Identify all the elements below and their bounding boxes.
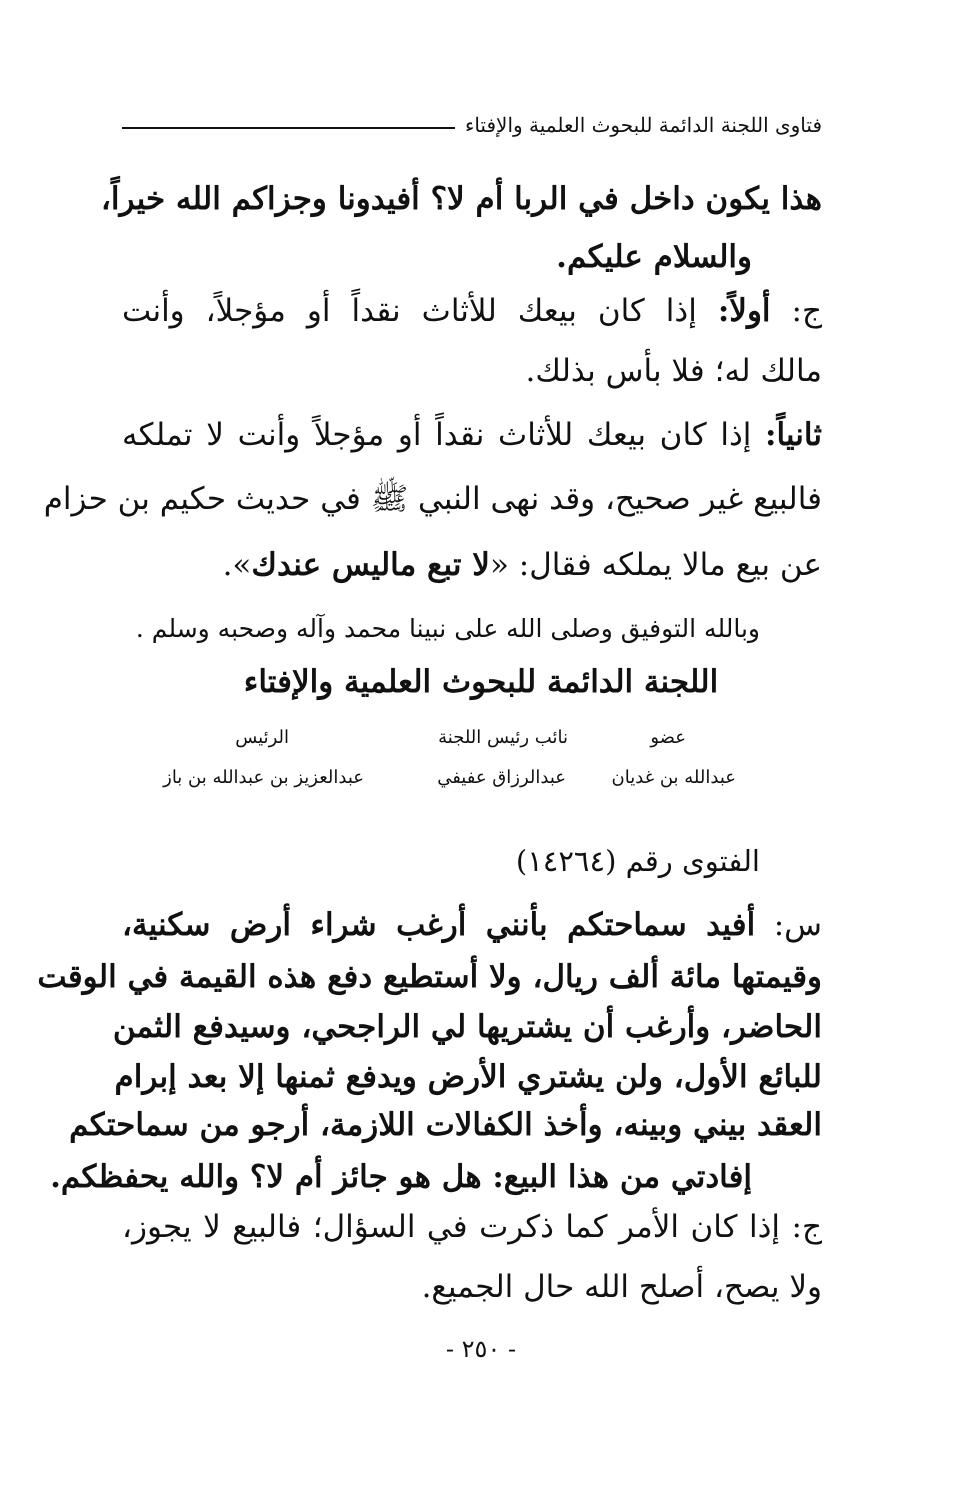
question-line xyxy=(122,904,822,946)
signatory-name: عبدالرزاق عفيفي xyxy=(437,767,566,788)
fatwa-number: الفتوى رقم (١٤٢٦٤) xyxy=(515,844,760,878)
committee-heading: اللجنة الدائمة للبحوث العلمية والإفتاء xyxy=(243,664,719,700)
hadith-close: ». xyxy=(222,547,252,583)
signatory-role: عضو xyxy=(650,727,686,748)
signatory-name: عبدالعزيز بن عبدالله بن باز xyxy=(163,767,364,788)
question-prefix: س: xyxy=(773,907,823,943)
running-header-title: فتاوى اللجنة الدائمة للبحوث العلمية والإفتاء xyxy=(464,113,822,137)
question-line: العقد بيني وبينه، وأخذ الكفالات اللازمة، أرجو من سماحتكم xyxy=(69,1107,822,1143)
answer-first-label: أولاً: xyxy=(717,293,771,329)
question-line: الحاضر، وأرغب أن يشتريها لي الراجحي، وسيدفع الثمن xyxy=(112,1009,822,1045)
signatory-role: الرئيس xyxy=(235,727,289,748)
question-line: والسلام عليكم. xyxy=(556,239,752,275)
answer-first-text: إذا كان بيعك للأثاث نقداً أو مؤجلاً، وأنت xyxy=(122,293,697,329)
question-line: إفادتي من هذا البيع: هل هو جائز أم لا؟ والله يحفظكم. xyxy=(50,1159,752,1195)
question-text: أفيد سماحتكم بأنني أرغب شراء أرض سكنية، xyxy=(122,907,756,943)
answer-line xyxy=(122,1206,822,1248)
hadith-quote: لا تبع ماليس عندك xyxy=(251,547,490,583)
answer-prefix: ج: xyxy=(791,1209,822,1245)
question-line: للبائع الأول، ولن يشتري الأرض ويدفع ثمنها إلا بعد إبرام xyxy=(114,1059,822,1095)
signatory-name: عبدالله بن غديان xyxy=(611,767,736,788)
answer-text: إذا كان الأمر كما ذكرت في السؤال؛ فالبيع لا يجوز، xyxy=(122,1209,781,1245)
answer-line: ولا يصح، أصلح الله حال الجميع. xyxy=(421,1269,822,1305)
answer-line xyxy=(122,290,822,332)
hadith-intro: عن بيع مالا يملكه فقال: « xyxy=(489,547,822,583)
header-rule xyxy=(122,127,455,129)
answer-line: فالبيع غير صحيح، وقد نهى النبي ﷺ في حديث حكيم بن حزام xyxy=(43,481,822,517)
answer-second-label: ثانياً: xyxy=(765,417,822,453)
closing-formula: وبالله التوفيق وصلى الله على نبينا محمد وآله وصحبه وسلم . xyxy=(135,614,760,643)
question-line: هذا يكون داخل في الربا أم لا؟ أفيدونا وجزاكم الله خيراً، xyxy=(100,181,822,217)
answer-prefix: ج: xyxy=(791,293,822,329)
answer-line: مالك له؛ فلا بأس بذلك. xyxy=(525,353,822,389)
running-header xyxy=(122,113,822,137)
question-line: وقيمتها مائة ألف ريال، ولا أستطيع دفع هذه القيمة في الوقت xyxy=(37,959,822,995)
answer-line xyxy=(223,544,822,586)
page-number: - ٢٥٠ - xyxy=(445,1335,517,1363)
answer-line xyxy=(122,414,822,456)
answer-second-text: إذا كان بيعك للأثاث نقداً أو مؤجلاً وأنت لا تملكه xyxy=(122,417,752,453)
signatory-role: نائب رئيس اللجنة xyxy=(438,727,568,748)
